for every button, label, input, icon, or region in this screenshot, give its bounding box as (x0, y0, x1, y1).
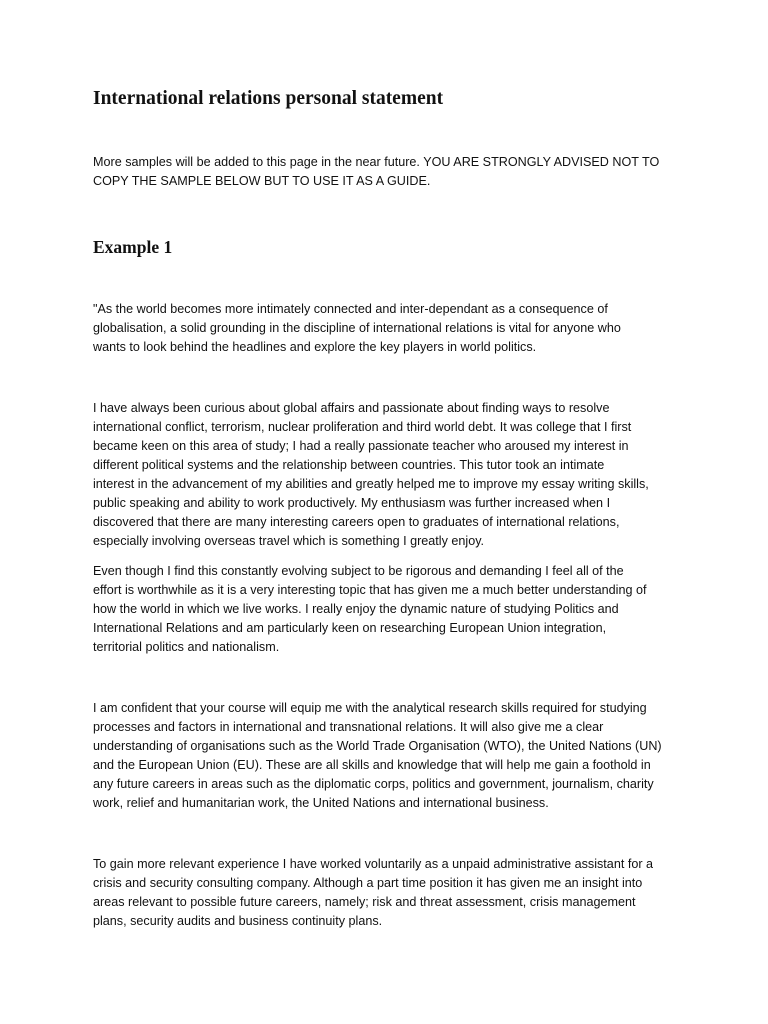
text-line: International Relations and am particularly keen on researching European Union integration, (93, 621, 607, 635)
paragraph-course-skills (93, 699, 683, 813)
notice-paragraph (93, 153, 683, 191)
example-heading: Example 1 (93, 237, 173, 257)
paragraph-subject-interest (93, 562, 683, 657)
paragraph-curiosity (93, 399, 683, 551)
text-line: became keen on this area of study; I had a really passionate teacher who aroused my interest in (93, 439, 629, 453)
text-line: plans, security audits and business continuity plans. (93, 914, 383, 928)
text-line: interest in the advancement of my abilities and greatly helped me to improve my essay writing skills, (93, 477, 649, 491)
text-line: and the European Union (EU). These are all skills and knowledge that will help me gain a foothold in (93, 758, 651, 772)
text-line: globalisation, a solid grounding in the discipline of international relations is vital for anyone who (93, 321, 621, 335)
text-line: territorial politics and nationalism. (93, 640, 280, 654)
text-line: especially involving overseas travel which is something I greatly enjoy. (93, 534, 485, 548)
paragraph-experience (93, 855, 683, 931)
text-line: COPY THE SAMPLE BELOW BUT TO USE IT AS A GUIDE. (93, 174, 431, 188)
text-line: To gain more relevant experience I have worked voluntarily as a unpaid administrative assistant for a (93, 857, 654, 871)
text-line: how the world in which we live works. I really enjoy the dynamic nature of studying Politics and (93, 602, 619, 616)
text-line: crisis and security consulting company. Although a part time position it has given me an insight into (93, 876, 643, 890)
text-line: public speaking and ability to work productively. My enthusiasm was further increased when I (93, 496, 611, 510)
text-line: Even though I find this constantly evolving subject to be rigorous and demanding I feel all of the (93, 564, 624, 578)
document-title: International relations personal statement (93, 88, 444, 109)
text-line: "As the world becomes more intimately connected and inter-dependant as a consequence of (93, 302, 608, 316)
text-line: effort is worthwhile as it is a very interesting topic that has given me a much better understanding of (93, 583, 647, 597)
text-line: any future careers in areas such as the diplomatic corps, politics and government, journalism, charity (93, 777, 654, 791)
text-line: wants to look behind the headlines and explore the key players in world politics. (93, 340, 537, 354)
text-line: work, relief and humanitarian work, the United Nations and international business. (93, 796, 549, 810)
text-line: I have always been curious about global affairs and passionate about finding ways to resolve (93, 401, 610, 415)
text-line: understanding of organisations such as the World Trade Organisation (WTO), the United Nations (UN) (93, 739, 662, 753)
text-line: discovered that there are many interesting careers open to graduates of international relations, (93, 515, 620, 529)
text-line: different political systems and the relationship between countries. This tutor took an intimate (93, 458, 605, 472)
text-line: More samples will be added to this page in the near future. YOU ARE STRONGLY ADVISED NOT TO (93, 155, 660, 169)
text-line: international conflict, terrorism, nuclear proliferation and third world debt. It was college that I first (93, 420, 632, 434)
text-line: areas relevant to possible future careers, namely; risk and threat assessment, crisis management (93, 895, 636, 909)
text-line: I am confident that your course will equip me with the analytical research skills required for studying (93, 701, 647, 715)
paragraph-intro-quote (93, 300, 683, 357)
text-line: processes and factors in international and transnational relations. It will also give me a clear (93, 720, 604, 734)
